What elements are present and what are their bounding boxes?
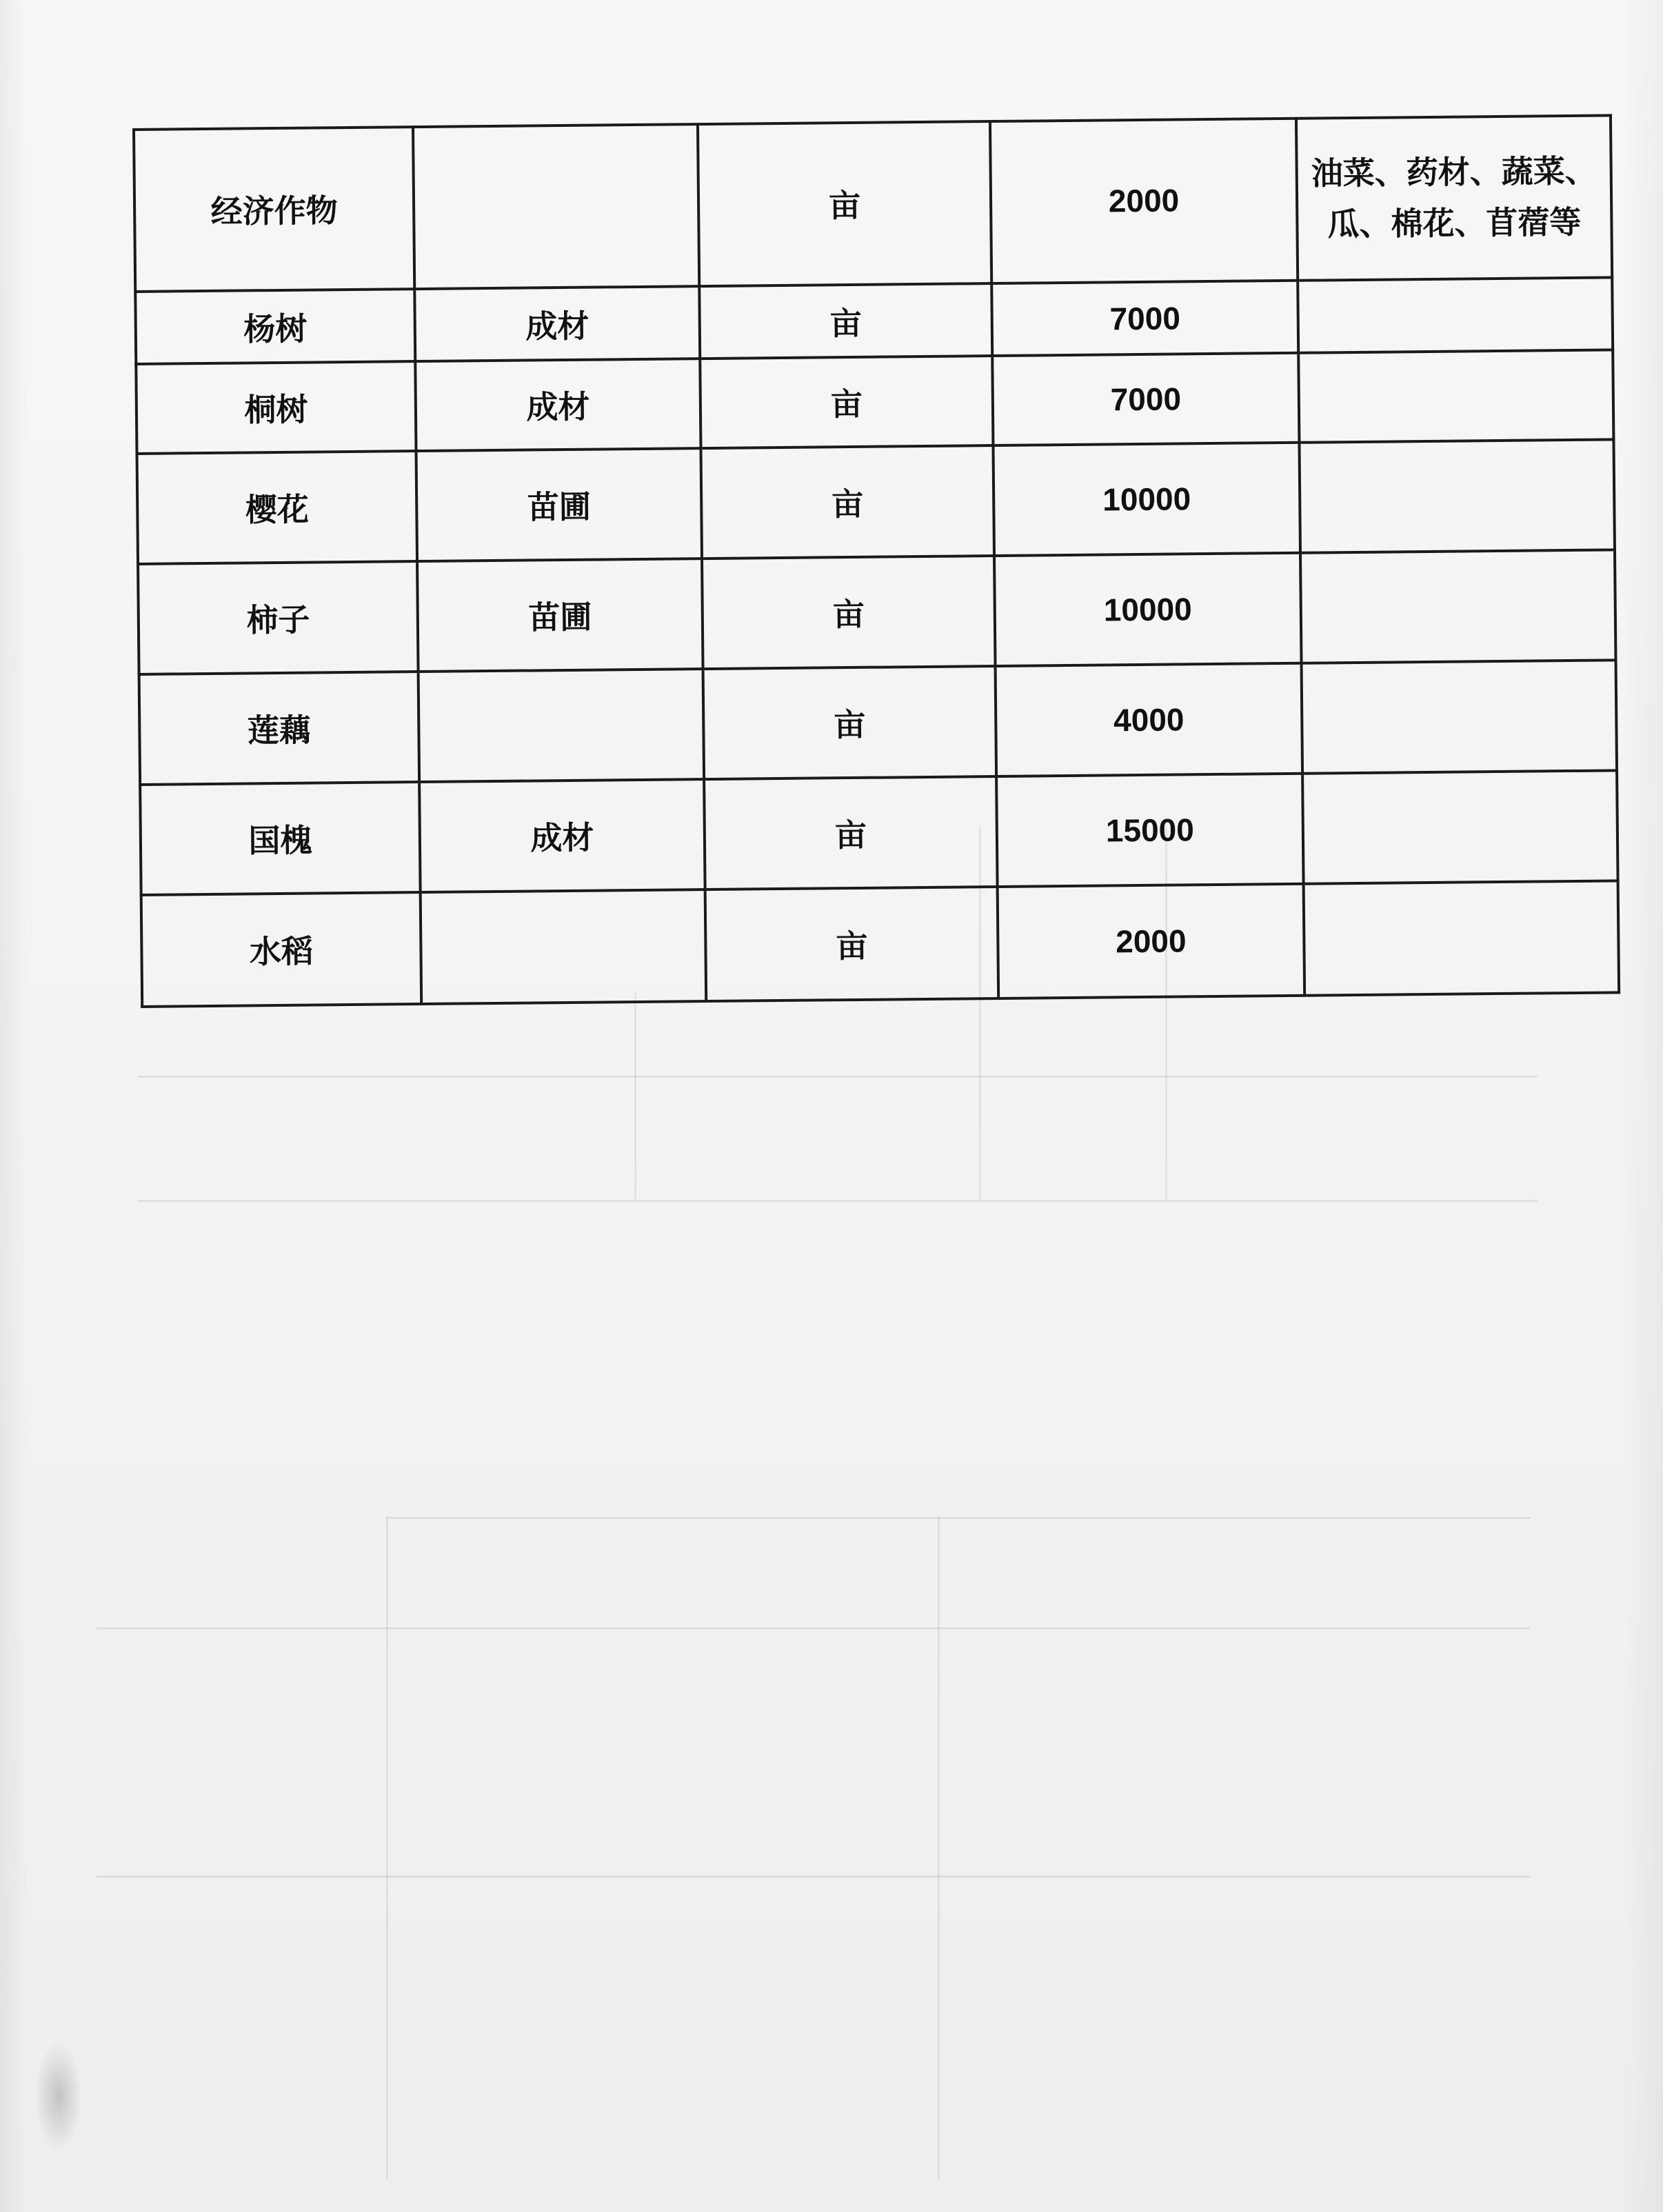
cell-name: 国槐: [140, 782, 421, 895]
table-row: [141, 881, 1619, 1007]
table-row: [136, 350, 1613, 454]
bleed-through-line: [386, 1517, 388, 2179]
cell-type: 成材: [415, 359, 701, 451]
cell-type: 苗圃: [417, 559, 703, 672]
compensation-table-wrapper: [132, 115, 1597, 1008]
bleed-through-line: [97, 1627, 1531, 1629]
table-row: [135, 277, 1613, 364]
cell-price: 10000: [994, 553, 1302, 666]
cell-unit: 亩: [705, 887, 999, 1001]
page-edge-shadow-left: [0, 0, 28, 2212]
cell-unit: 亩: [698, 121, 991, 286]
cell-name: 樱花: [137, 451, 418, 564]
compensation-table: [132, 114, 1620, 1008]
bleed-through-line: [386, 1517, 1531, 1519]
cell-type: [421, 889, 707, 1004]
bleed-through-line: [138, 1076, 1538, 1078]
cell-type: 成材: [414, 286, 700, 361]
scan-smudge: [34, 2041, 83, 2151]
cell-name: 水稻: [141, 892, 422, 1007]
cell-unit: 亩: [703, 666, 997, 779]
bleed-through-line: [938, 1517, 940, 2179]
cell-type: [419, 669, 705, 782]
cell-name: 柿子: [138, 561, 419, 674]
cell-name: 经济作物: [134, 127, 414, 292]
page-edge-shadow-right: [1622, 0, 1663, 2212]
cell-price: 2000: [998, 884, 1305, 998]
cell-name: 桐树: [136, 361, 416, 454]
cell-price: 4000: [996, 663, 1303, 776]
bleed-through-line: [634, 993, 636, 1200]
bleed-through-line: [138, 1200, 1538, 1202]
cell-note: [1304, 881, 1620, 995]
bleed-through-line: [97, 1876, 1531, 1878]
cell-name: 杨树: [135, 289, 415, 364]
cell-note: [1298, 350, 1613, 443]
cell-note: 油菜、药材、蔬菜、瓜、棉花、苜蓿等: [1296, 115, 1612, 280]
cell-name: 莲藕: [139, 672, 420, 785]
cell-price: 7000: [991, 281, 1298, 356]
cell-unit: 亩: [700, 356, 993, 448]
cell-type: 成材: [419, 779, 705, 892]
cell-unit: 亩: [701, 445, 994, 559]
cell-unit: 亩: [704, 776, 998, 889]
cell-note: [1299, 439, 1615, 552]
table-row: [138, 550, 1615, 674]
table-row: [140, 770, 1617, 895]
cell-price: 10000: [993, 443, 1300, 556]
cell-price: 7000: [992, 353, 1299, 445]
cell-type: 苗圃: [416, 448, 703, 561]
table-row: [137, 439, 1615, 564]
cell-unit: 亩: [702, 556, 996, 669]
cell-price: 2000: [990, 119, 1298, 283]
cell-price: 15000: [996, 774, 1304, 887]
table-row: [139, 660, 1617, 785]
cell-note: [1302, 770, 1618, 883]
cell-note: [1300, 550, 1616, 663]
cell-note: [1302, 660, 1617, 773]
cell-note: [1298, 277, 1613, 353]
cell-type: [413, 124, 699, 289]
cell-unit: 亩: [699, 283, 992, 359]
table-row: [134, 115, 1612, 292]
